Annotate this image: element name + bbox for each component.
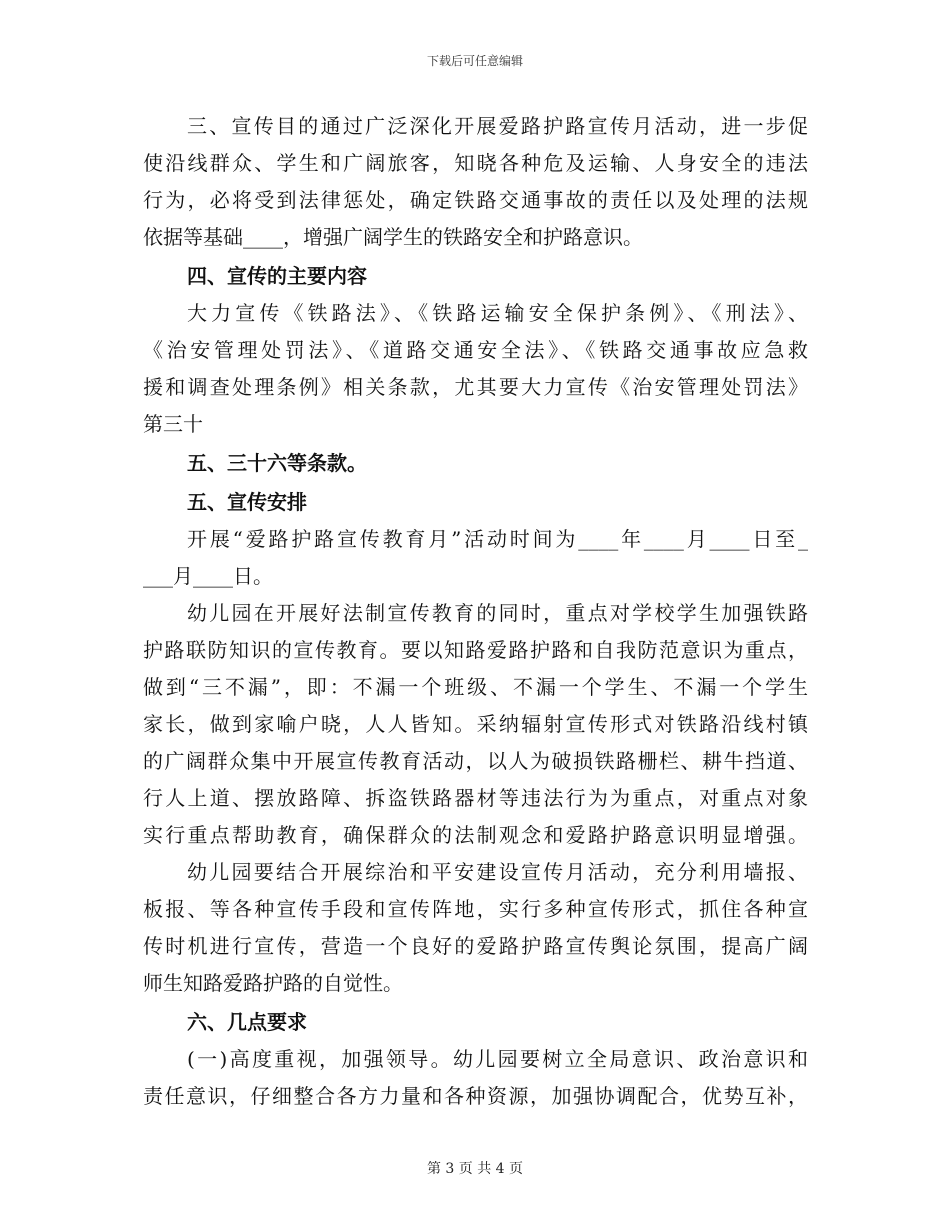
section-heading: 五、三十六等条款。: [187, 451, 367, 475]
body-text-line: 实行重点帮助教育，确保群众的法制观念和爱路护路意识明显增强。: [143, 823, 808, 847]
section-heading: 五、宣传安排: [187, 490, 307, 514]
body-text-line: 责任意识，仔细整合各方力量和各种资源，加强协调配合，优势互补，: [143, 1084, 808, 1108]
body-text-line: 板报、等各种宣传手段和宣传阵地，实行多种宣传形式，抓住各种宣: [143, 897, 808, 921]
body-text-line: 援和调查处理条例》相关条款，尤其要大力宣传《治安管理处罚法》: [143, 375, 808, 399]
body-text-line: 三、宣传目的通过广泛深化开展爱路护路宣传月活动，进一步促: [187, 114, 808, 138]
body-text-line: 传时机进行宣传，营造一个良好的爱路护路宣传舆论氛围，提高广阔: [143, 934, 808, 958]
body-text-line: 开展“爱路护路宣传教育月”活动时间为____年____月____日至_: [187, 527, 808, 551]
body-text-line: 行为，必将受到法律惩处，确定铁路交通事故的责任以及处理的法规: [143, 188, 808, 212]
body-text-line: 依据等基础____，增强广阔学生的铁路安全和护路意识。: [143, 225, 643, 249]
body-text-line: 使沿线群众、学生和广阔旅客，知晓各种危及运输、人身安全的违法: [143, 151, 808, 175]
page-header: 下载后可任意编辑: [426, 54, 523, 68]
body-text-line: 幼儿园在开展好法制宣传教育的同时，重点对学校学生加强铁路: [187, 601, 808, 625]
body-text-line: 《治安管理处罚法》、《道路交通安全法》、《铁路交通事故应急救: [143, 338, 808, 362]
body-text-line: 家长，做到家喻户晓，人人皆知。采纳辐射宣传形式对铁路沿线村镇: [143, 712, 808, 736]
page-footer: 第 3 页 共 4 页: [426, 1161, 524, 1177]
body-text-line: 做到“三不漏”，即：不漏一个班级、不漏一个学生、不漏一个学生: [143, 675, 808, 699]
section-heading: 四、宣传的主要内容: [187, 264, 367, 288]
body-text-line: 师生知路爱路护路的自觉性。: [143, 971, 403, 995]
body-text-line: 第三十: [143, 412, 203, 436]
body-text-line: 的广阔群众集中开展宣传教育活动，以人为破损铁路栅栏、耕牛挡道、: [143, 749, 808, 773]
body-text-line: 护路联防知识的宣传教育。要以知路爱路护路和自我防范意识为重点，: [143, 638, 808, 662]
body-text-line: (一)高度重视，加强领导。幼儿园要树立全局意识、政治意识和: [187, 1047, 808, 1071]
body-text-line: 大力宣传《铁路法》、《铁路运输安全保护条例》、《刑法》、: [187, 301, 808, 325]
body-text-line: ___月____日。: [143, 564, 273, 588]
document-body: [143, 108, 808, 1115]
section-heading: 六、几点要求: [187, 1010, 307, 1034]
body-text-line: 行人上道、摆放路障、拆盗铁路器材等违法行为为重点，对重点对象: [143, 786, 808, 810]
body-text-line: 幼儿园要结合开展综治和平安建设宣传月活动，充分利用墙报、: [187, 860, 808, 884]
